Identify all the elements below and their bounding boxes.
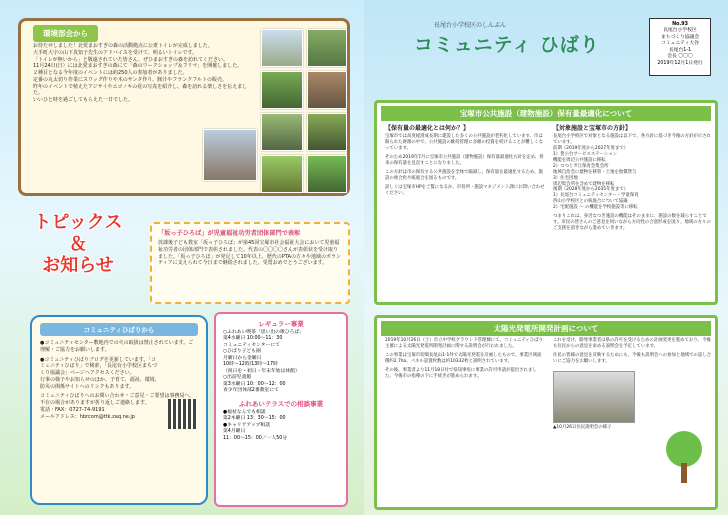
issue-line: 長尾台1-1: [668, 47, 692, 53]
environment-title: 環境部会から: [33, 25, 98, 42]
env-paragraph: 定番の丸太切り作業にスワッグ作りや木のサンタ作り、豚汁やフランクフルトの販売。: [33, 76, 228, 83]
kids-photo: [261, 155, 303, 193]
list-item: 1）豊公台サービスステーション: [553, 151, 617, 157]
regular-item: 青少年団体部2番教室にて: [223, 388, 279, 394]
list-item: 3）住宅団地: [553, 175, 578, 181]
issue-number: No.93: [672, 22, 688, 27]
regular-item: ○ふれあい喫茶「思い出の歌ひろば」: [223, 330, 304, 335]
consult-item: 第4月曜日: [223, 429, 246, 435]
topics-heading: [18, 212, 138, 277]
stall-photo: [307, 155, 347, 193]
environment-section: [18, 18, 350, 196]
article-paragraph: これを受け、開発事業者は県の許可を受けるための計画変更を進めており、今後も住民からの意見を求める説明会を予定しています。: [553, 338, 711, 349]
hibari-note: 行事の様子やお知らせのほか、子育て、福祉、環境、防災の関係サイトへのリンクもあります。: [40, 376, 160, 390]
topics-line: トピックス: [33, 212, 123, 233]
regular-item: ○ひばり子ども園: [223, 349, 261, 355]
article-paragraph: その後、事業者より11月18日付で県知事宛に事業の許可申請が提出されました。今後市の指導の下に手続きが進められます。: [385, 367, 537, 379]
sakako-award-section: [150, 222, 350, 304]
article-left-column: [385, 338, 545, 380]
consult-item: ●キャリアアップ相談: [223, 422, 271, 428]
article-right-column: [553, 338, 713, 431]
toilet-photo: [261, 29, 303, 67]
issue-info: [649, 18, 711, 76]
hibari-note: 不在の場合がありますが折り返しご連絡します。: [40, 400, 150, 406]
hibari-mail[interactable]: メールアドレス：hbrcom@ttk.zaq.ne.jp: [40, 413, 135, 420]
regular-title: レギュラー事業: [258, 320, 304, 328]
env-paragraph: 11月24日(日）には北愛まおすぎの森にて「森のワークショップ＆フリマ」を開催しました。: [33, 63, 243, 70]
consult-item: ●福祉なんでも相談: [223, 409, 266, 415]
issue-line: コミュニティ大谷: [661, 41, 699, 47]
issue-line: 長尾台小学校区: [663, 28, 697, 34]
hibari-note: コミュニティひばりへのお問い合わせ・ご意見・ご要望は事務局へ。: [40, 393, 195, 400]
list-item: 前期（2019年度から2027年度まで）: [553, 145, 629, 151]
workshop-photo: [261, 71, 303, 109]
article-right-column: [553, 123, 713, 232]
env-paragraph: 昨年のイベントで植えたアジサイやエゴノキの花の写真を紹介し、森を訪れる楽しさを伝えました。: [33, 83, 248, 97]
issue-line: 会長 〇〇〇: [667, 54, 693, 60]
photo-caption: ▲10月26日住民説明会の様子: [553, 424, 612, 430]
consult-item: 11：00～15：00／一人50分: [223, 435, 288, 441]
topics-ampersand: ＆: [69, 233, 87, 255]
building-photo: [203, 129, 257, 181]
forest-photo: [307, 29, 347, 67]
list-item: 西山小学校区との統廃合について協議: [553, 199, 628, 205]
list-item: 後期（2028年度から2035年度まで）: [553, 187, 629, 193]
consult-title: ふれあいテラスでの相談事業: [238, 399, 324, 408]
env-paragraph: いいひと時を過ごしてもらえた一日でした。: [33, 97, 134, 103]
article-paragraph: 住民の皆様の意見を反映するためにも、今後も説明会への参加と地域での話し合いにご協力をお願いします。: [553, 352, 712, 364]
solar-plan-article: [374, 315, 718, 510]
list-item: 2）宅配施設 ～ の機能を学校施設等に移転: [553, 205, 638, 211]
article-paragraph: そのため2019年7月に宝塚市公共施設（建物施設）保有量最適化方針を定め、将来の保有量を見直すことになりました。: [385, 154, 544, 166]
environment-body: [33, 43, 255, 104]
right-page: [364, 0, 728, 515]
article-title: 太陽光発電所開発計画について: [381, 321, 711, 336]
hibari-title: コミュニティひばりから: [40, 323, 198, 336]
regular-item: 月曜日から金曜日: [223, 355, 262, 361]
topics-line: お知らせ: [42, 255, 114, 277]
regular-item: 第4水曜日 10:00～11：30: [223, 336, 283, 342]
article-paragraph: 2019年10月26日（土）市立中学校グラウンド管理棟にて、コミュニティひばり主催による太陽光発電所開発計画に関する説明会が行われました。: [385, 338, 543, 349]
masthead: [394, 10, 664, 85]
tree-illustration: [659, 427, 709, 487]
sakako-title: 「坂っ子ひろば」が児童福祉功労者団体部門で表彰: [158, 230, 301, 237]
article-paragraph: この方針は市の保有する公共施設を全体で縮減し、保有量を最適化するため、施設の複合化や統廃合を図るものです。: [385, 169, 543, 181]
list-item: 長尾台小学校区で対象となる施設は以下で、各方針に基づき今後の方針が示されています。: [553, 134, 711, 145]
masthead-title: コミュニティ ひばり: [414, 34, 600, 56]
article-paragraph: この事業は宝塚市切畑長尾山1-1外で太陽光発電を計画したもので、事業区域面積約2.7ha、パネル設置枚数は約10332枚と説明されています。: [385, 352, 542, 364]
meeting-photo: [553, 371, 635, 423]
article-title: 宝塚市公共施設（建物施設）保有量最適化について: [381, 106, 711, 121]
list-item: 1）長尾台コミュニティセンター・学童保育: [553, 193, 639, 199]
logs-photo: [307, 113, 347, 151]
article-paragraph: つまりこれは、身近なつき施設の機能はそのままに、施設の数を減らすことです。市民の皆さんのご意見を伺いながら方向性の合意形成を図り、地域の方々のご支援を頂きながら進めていきます。: [553, 214, 711, 232]
hibari-note: ●コミュニティひばりブログを更新しています。「コミュニティひばり」で検索、「長尾台小学校区まちづくり協議会」ページへアクセスください。: [40, 356, 157, 376]
regular-item: コミュニティセンターにて: [223, 342, 280, 348]
list-item: 地域自治会に建物を移管・土地を無償貸与: [553, 169, 637, 175]
list-item: 機能を周辺公共施設に移転: [553, 157, 606, 163]
column-heading: 【対象施設と宝塚市の方針】: [553, 125, 632, 132]
regular-item: ○出前児童館: [223, 375, 252, 381]
hibari-note: ●コミュニティセンター敷地内での火の取扱は禁止されています。ご理解・ご協力をお願いします。: [40, 340, 194, 353]
sakako-body: 放課後子ども教室「坂っ子ひろば」が第45回宝塚市社会福祉大会において児童福祉功労者の団体部門で表彰されました。代表の〇〇〇〇さんが表彰状を受け取りました。「坂っ子ひろば」が発足して10年以上、歴代のPTAの方々や地域のボランティアに支えられて今日まで継続されました。受賞おめでとうございます。: [158, 240, 341, 267]
env-paragraph: 「トイレが無いから」と敬遠されていた皆さん、ぜひまおすぎの森を訪れてください。: [33, 56, 229, 63]
wreath-photo: [307, 71, 347, 109]
env-paragraph: 大手町大宇の山下真知子先生のアドバイスを受けて、明るいトイレです。: [33, 49, 198, 56]
env-paragraph: お待たせしました！北愛まおすぎの森の活動拠点に公衆トイレが完成しました。: [33, 43, 213, 49]
list-item: 2）つつじガ丘保育会集会所: [553, 163, 609, 169]
article-paragraph: 宝塚市では高度経済成長期に建設した多くの公共施設が老朽化しています。市は限られた財源の中で、公共施設の維持管理に多額の投資を続けることが難しくなっています。: [385, 134, 543, 151]
consult-item: 第2木曜日 13：30～15：00: [223, 416, 286, 422]
column-heading: 【保有量の最適化とは何か？】: [385, 125, 470, 132]
hibari-tel: 電話・FAX：0727-74-9191: [40, 406, 105, 413]
qr-code[interactable]: [168, 399, 198, 429]
regular-events-section: [214, 312, 348, 507]
regular-item: （祝日を・初日・年末年始は休館）: [223, 368, 300, 374]
masthead-school: 長尾台小学校区のしんぶん: [434, 22, 507, 29]
issue-date: 2019年12月1日発行: [657, 60, 703, 66]
issue-line: まちづくり協議会: [660, 34, 700, 40]
article-left-column: [385, 123, 545, 196]
article-paragraph: 詳しくは宝塚市HPをご覧になるか、市役所・施設マネジメント課にお問い合わせください。: [385, 184, 545, 196]
env-paragraph: ２種目となる今年度のイベントには約250人の参加者がありました。: [33, 70, 188, 76]
regular-item: 10時～12時/13時～17時: [223, 362, 278, 368]
list-item: 周辺集会所を含めて建物を移転: [553, 181, 615, 187]
regular-item: 第3水曜日 10：00～12：00: [223, 381, 286, 387]
facility-optimization-article: [374, 100, 718, 305]
community-hibari-section: [30, 315, 208, 505]
people-photo: [261, 113, 303, 151]
